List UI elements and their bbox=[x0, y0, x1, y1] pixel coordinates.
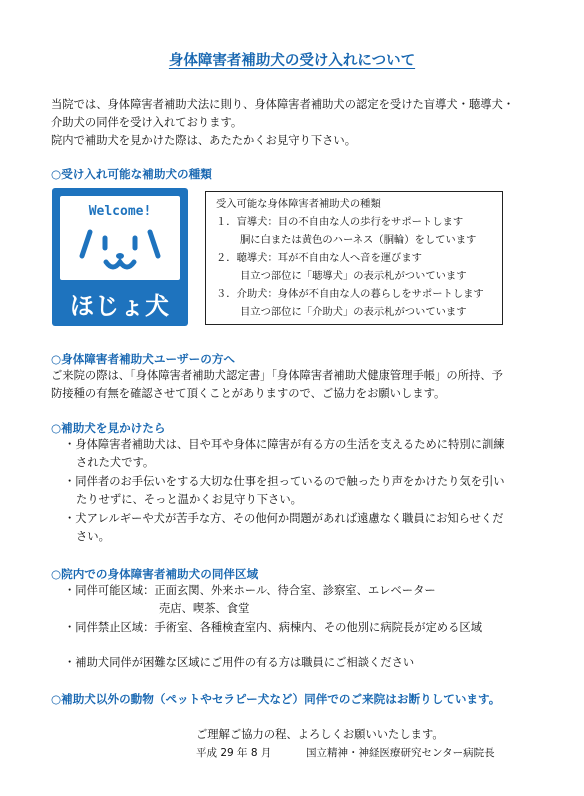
users-line-2: 防接種の有無を確認させて頂くことがありますので、ご協力をお願いします。 bbox=[51, 387, 446, 400]
date: 平成 29 年 8 月 bbox=[196, 747, 272, 759]
no-other-animals-notice: ○補助犬以外の動物（ペットやセラピー犬など）同伴でのご来院はお断りしています。 bbox=[51, 692, 501, 706]
dog-types-box bbox=[205, 191, 503, 325]
box-line-service-dog-detail: 目立つ部位に「介助犬」の表示札がついています bbox=[240, 306, 467, 318]
areas-allowed: ・同伴可能区域：正面玄関、外来ホール、待合室、診察室、エレベーター bbox=[64, 584, 436, 597]
section-heading-if-you-see: ○補助犬を見かけたら bbox=[51, 421, 166, 435]
logo-welcome-text: Welcome! bbox=[88, 204, 152, 219]
hojoken-logo bbox=[52, 188, 188, 326]
box-line-guide-dog-detail: 胴に白または黄色のハーネス（胴輪）をしています bbox=[240, 234, 477, 246]
see-line-3: ・同伴者のお手伝いをする大切な仕事を担っているので触ったり声をかけたり気を引い bbox=[64, 475, 505, 488]
see-line-6: さい。 bbox=[76, 530, 110, 543]
areas-allowed-cont: 売店、喫茶、食堂 bbox=[159, 602, 250, 615]
logo-hojo-text: ほじょ犬 bbox=[70, 292, 170, 320]
see-line-4: たりせずに、そっと温かくお見守り下さい。 bbox=[76, 493, 302, 506]
see-line-5: ・犬アレルギーや犬が苦手な方、その他何か問題があれば遠慮なく職員にお知らせくだ bbox=[64, 512, 504, 525]
box-line-hearing-dog-detail: 目立つ部位に「聴導犬」の表示札がついています bbox=[240, 270, 467, 282]
intro-line-2: 介助犬の同伴を受け入れております。 bbox=[51, 116, 243, 129]
box-line-service-dog: ３．介助犬：身体が不自由な人の暮らしをサポートします bbox=[216, 288, 484, 300]
users-line-1: ご来院の際は、「身体障害者補助犬認定書」「身体障害者補助犬健康管理手帳」の所持、予 bbox=[51, 369, 503, 382]
areas-prohibited: ・同伴禁止区域：手術室、各種検査室内、病棟内、その他別に病院長が定める区域 bbox=[64, 621, 482, 634]
see-line-1: ・身体障害者補助犬は、目や耳や身体に障害が有る方の生活を支えるために特別に訓練 bbox=[64, 438, 505, 451]
intro-line-3: 院内で補助犬を見かけた際は、あたたかくお見守り下さい。 bbox=[51, 134, 357, 147]
section-heading-areas: ○院内での身体障害者補助犬の同伴区域 bbox=[51, 567, 259, 581]
section-heading-accepted-dogs: ○受け入れ可能な補助犬の種類 bbox=[51, 167, 212, 181]
dog-face-icon bbox=[60, 196, 180, 280]
closing-message: ご理解ご協力の程、よろしくお願いいたします。 bbox=[196, 728, 444, 741]
see-line-2: された犬です。 bbox=[76, 456, 155, 469]
box-title: 受入可能な身体障害者補助犬の種類 bbox=[216, 198, 381, 210]
areas-consult: ・補助犬同伴が困難な区域にご用件の有る方は職員にご相談ください bbox=[64, 656, 415, 669]
section-heading-users: ○身体障害者補助犬ユーザーの方へ bbox=[51, 352, 236, 366]
signer: 国立精神・神経医療研究センター病院長 bbox=[306, 747, 495, 759]
box-line-guide-dog: １．盲導犬：目の不自由な人の歩行をサポートします bbox=[216, 216, 464, 228]
logo-panel bbox=[60, 196, 180, 280]
box-line-hearing-dog: ２．聴導犬：耳が不自由な人へ音を運びます bbox=[216, 252, 422, 264]
intro-line-1: 当院では、身体障害者補助犬法に則り、身体障害者補助犬の認定を受けた盲導犬・聴導犬・ bbox=[51, 98, 515, 111]
page-title: 身体障害者補助犬の受け入れについて bbox=[168, 53, 416, 69]
